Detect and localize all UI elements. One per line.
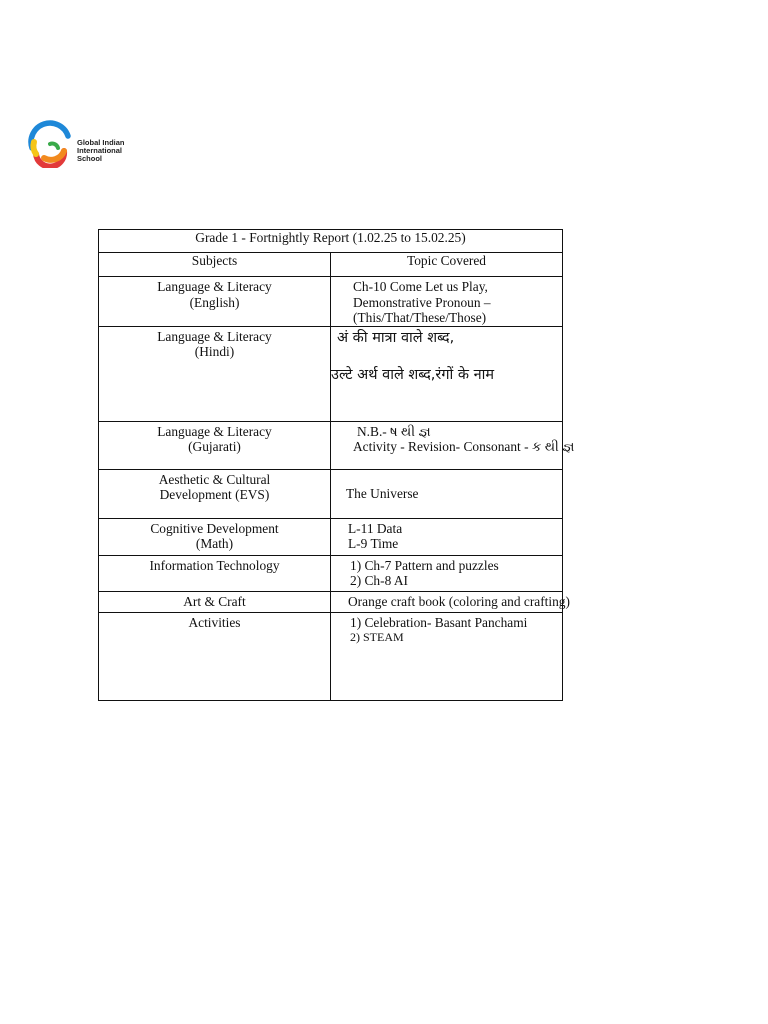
- header-subjects: Subjects: [99, 253, 331, 277]
- topic-line: L-11 Data: [348, 520, 403, 536]
- topic-line: 2) STEAM: [350, 630, 404, 644]
- subject-cell: [99, 591, 331, 612]
- subject-line: Art & Craft: [183, 593, 246, 609]
- report-title-row: [99, 230, 563, 253]
- school-logo-icon: [24, 118, 74, 168]
- subject-line: (Math): [195, 536, 234, 551]
- topic-cell: [331, 277, 563, 327]
- table-row: [99, 326, 563, 421]
- topic-line: उल्टे अर्थ वाले शब्द,रंगों के नाम: [331, 366, 495, 383]
- subject-line: Language & Literacy: [157, 423, 272, 439]
- school-name-line-2: International: [77, 146, 123, 156]
- subject-cell: [99, 277, 331, 327]
- topic-cell: [331, 591, 570, 612]
- school-name-line-1: Global Indian: [77, 138, 125, 147]
- subject-line: Aesthetic & Cultural: [158, 471, 271, 487]
- subject-line: (Hindi): [194, 344, 235, 359]
- subject-line: (Gujarati): [188, 439, 241, 454]
- subject-cell: [99, 518, 331, 555]
- topic-line: L-9 Time: [348, 536, 399, 551]
- table-row: [99, 277, 563, 327]
- topic-cell: [331, 421, 575, 469]
- subject-line: Information Technology: [149, 557, 280, 573]
- table-row: [99, 518, 563, 555]
- header-row: [99, 253, 563, 277]
- subject-cell: [99, 469, 331, 518]
- topic-line: अं की मात्रा वाले शब्द,: [337, 329, 455, 346]
- subject-cell: [99, 612, 331, 700]
- table-row: [99, 469, 563, 518]
- topic-cell: [331, 469, 563, 518]
- table-row: [99, 421, 563, 469]
- subject-line: Language & Literacy: [157, 328, 272, 344]
- school-name-line-3: School: [77, 154, 103, 164]
- report-title: Grade 1 - Fortnightly Report (1.02.25 to 15.02.25): [99, 230, 563, 253]
- school-name: [77, 139, 125, 164]
- topic-line: Orange craft book (coloring and crafting): [348, 593, 570, 609]
- subject-cell: [99, 326, 331, 421]
- subject-line: Activities: [188, 614, 241, 630]
- topic-cell: [331, 555, 563, 591]
- topic-line: 1) Ch-7 Pattern and puzzles: [350, 557, 499, 573]
- topic-line: The Universe: [346, 485, 419, 501]
- topic-cell: [331, 326, 563, 421]
- topic-line: Demonstrative Pronoun –: [353, 294, 491, 310]
- topic-line: Ch-10 Come Let us Play,: [353, 279, 488, 294]
- school-logo: [24, 118, 134, 168]
- fortnightly-report-table: [98, 229, 575, 701]
- topic-line: N.B.- ષ થી જ્ઞ: [357, 423, 431, 439]
- subject-cell: [99, 421, 331, 469]
- topic-cell: [331, 518, 563, 555]
- table-row: [99, 612, 563, 700]
- subject-line: Language & Literacy: [157, 279, 272, 294]
- subject-cell: [99, 555, 331, 591]
- table-row: [99, 591, 563, 612]
- topic-line: 1) Celebration- Basant Panchami: [350, 614, 528, 630]
- subject-line: Cognitive Development: [150, 520, 279, 536]
- header-topic: Topic Covered: [331, 253, 563, 277]
- topic-cell: [331, 612, 563, 700]
- topic-line: (This/That/These/Those): [353, 310, 487, 325]
- subject-line: (English): [189, 294, 240, 310]
- topic-line: 2) Ch-8 AI: [350, 573, 409, 588]
- table-row: [99, 555, 563, 591]
- subject-line: Development (EVS): [159, 487, 270, 502]
- topic-line: Activity - Revision- Consonant - ક થી જ્ઞ: [353, 439, 575, 454]
